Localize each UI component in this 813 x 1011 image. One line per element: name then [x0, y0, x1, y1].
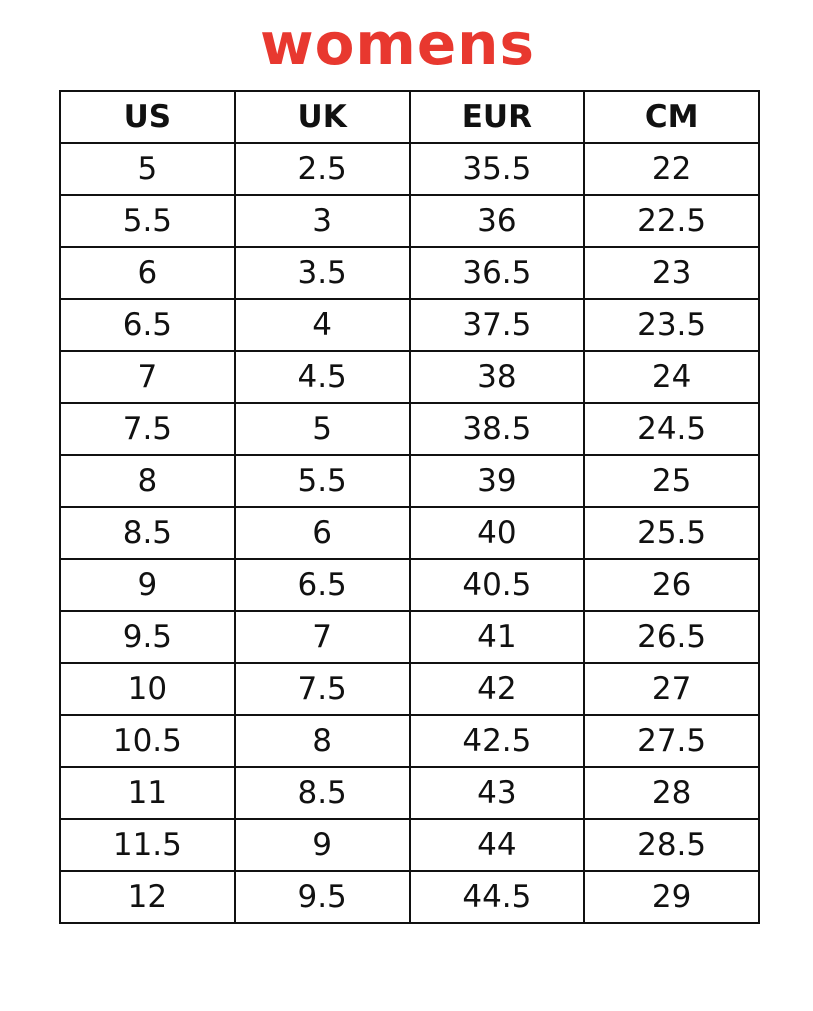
table-row — [60, 195, 759, 247]
cell-uk: 7 — [235, 611, 410, 663]
cell-us: 8.5 — [60, 507, 235, 559]
cell-us: 5 — [60, 143, 235, 195]
cell-eur: 38 — [410, 351, 585, 403]
cell-eur: 44.5 — [410, 871, 585, 923]
table-row — [60, 767, 759, 819]
page-title: womens — [259, 10, 535, 78]
table-header — [60, 91, 759, 143]
cell-eur: 40 — [410, 507, 585, 559]
cell-cm: 23.5 — [584, 299, 759, 351]
cell-uk: 4.5 — [235, 351, 410, 403]
cell-eur: 42.5 — [410, 715, 585, 767]
cell-uk: 9.5 — [235, 871, 410, 923]
cell-us: 6.5 — [60, 299, 235, 351]
cell-cm: 22.5 — [584, 195, 759, 247]
cell-cm: 27.5 — [584, 715, 759, 767]
table-row — [60, 715, 759, 767]
cell-us: 10.5 — [60, 715, 235, 767]
table-row — [60, 299, 759, 351]
cell-uk: 4 — [235, 299, 410, 351]
cell-us: 5.5 — [60, 195, 235, 247]
cell-cm: 25 — [584, 455, 759, 507]
cell-eur: 42 — [410, 663, 585, 715]
cell-uk: 3.5 — [235, 247, 410, 299]
table-row — [60, 351, 759, 403]
header-cm: CM — [584, 91, 759, 143]
cell-cm: 22 — [584, 143, 759, 195]
header-uk: UK — [235, 91, 410, 143]
cell-uk: 6 — [235, 507, 410, 559]
cell-eur: 36 — [410, 195, 585, 247]
cell-eur: 39 — [410, 455, 585, 507]
cell-uk: 2.5 — [235, 143, 410, 195]
cell-uk: 8.5 — [235, 767, 410, 819]
cell-uk: 7.5 — [235, 663, 410, 715]
cell-us: 10 — [60, 663, 235, 715]
cell-eur: 38.5 — [410, 403, 585, 455]
header-us: US — [60, 91, 235, 143]
cell-us: 11 — [60, 767, 235, 819]
table-row — [60, 663, 759, 715]
size-chart-table — [59, 90, 760, 924]
cell-cm: 25.5 — [584, 507, 759, 559]
cell-cm: 24.5 — [584, 403, 759, 455]
table-body — [60, 143, 759, 923]
table-row — [60, 507, 759, 559]
cell-uk: 9 — [235, 819, 410, 871]
cell-us: 7 — [60, 351, 235, 403]
cell-cm: 28.5 — [584, 819, 759, 871]
cell-cm: 23 — [584, 247, 759, 299]
table-row — [60, 819, 759, 871]
table-row — [60, 871, 759, 923]
cell-cm: 29 — [584, 871, 759, 923]
table-row — [60, 611, 759, 663]
cell-cm: 24 — [584, 351, 759, 403]
cell-uk: 5.5 — [235, 455, 410, 507]
table-row — [60, 455, 759, 507]
table-row — [60, 403, 759, 455]
cell-eur: 44 — [410, 819, 585, 871]
cell-us: 7.5 — [60, 403, 235, 455]
cell-uk: 6.5 — [235, 559, 410, 611]
cell-uk: 8 — [235, 715, 410, 767]
cell-eur: 37.5 — [410, 299, 585, 351]
header-row — [60, 91, 759, 143]
cell-uk: 5 — [235, 403, 410, 455]
table-row — [60, 559, 759, 611]
cell-eur: 35.5 — [410, 143, 585, 195]
cell-cm: 28 — [584, 767, 759, 819]
cell-cm: 26 — [584, 559, 759, 611]
cell-us: 9.5 — [60, 611, 235, 663]
cell-eur: 40.5 — [410, 559, 585, 611]
table-row — [60, 247, 759, 299]
cell-eur: 43 — [410, 767, 585, 819]
cell-eur: 41 — [410, 611, 585, 663]
header-eur: EUR — [410, 91, 585, 143]
cell-us: 12 — [60, 871, 235, 923]
cell-eur: 36.5 — [410, 247, 585, 299]
cell-cm: 26.5 — [584, 611, 759, 663]
cell-us: 11.5 — [60, 819, 235, 871]
cell-us: 6 — [60, 247, 235, 299]
cell-us: 9 — [60, 559, 235, 611]
cell-uk: 3 — [235, 195, 410, 247]
cell-cm: 27 — [584, 663, 759, 715]
table-row — [60, 143, 759, 195]
cell-us: 8 — [60, 455, 235, 507]
